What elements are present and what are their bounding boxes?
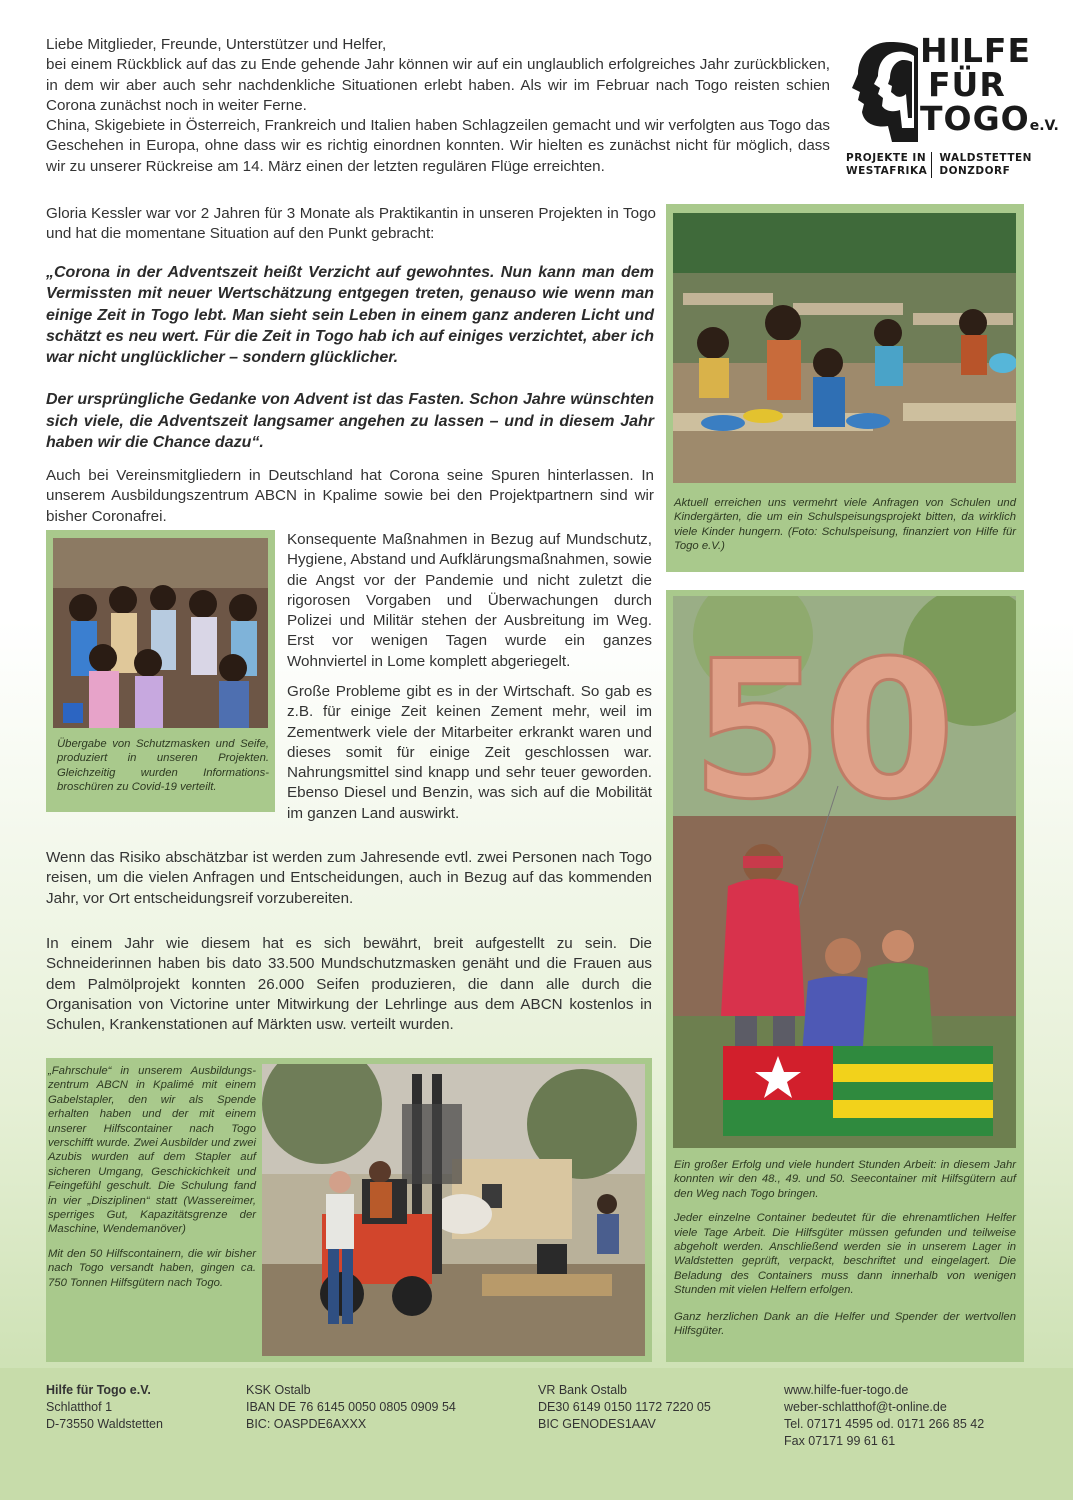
broad-paragraph: In einem Jahr wie diesem hat es sich bewährt, breit aufgestellt zu sein. Die Schneiderinnen haben bis dato 33.500 Mundschutzmasken genäht und die Frauen aus dem Palmölprojekt konnten 26.000 Seifen produzieren, die dann alle durch die Organisation von Victorine unter Mitwirkung der Lehrlinge aus dem ABCN kostenlos in Schulen, Krankenstationen auf Märkten usw. verteilt wurden.: [46, 935, 652, 1034]
footer-bank-vr: [538, 1382, 711, 1433]
masks-caption: Übergabe von Schutzmasken und Seife, produziert in unseren Projekten. Gleichzeitig wurden Informations-broschüren zu Covid-19 verteilt.: [57, 738, 269, 794]
footer-vr-name: VR Bank Ostalb: [538, 1383, 627, 1397]
school-feeding-photo: [673, 213, 1016, 483]
footer-org-name: Hilfe für Togo e.V.: [46, 1383, 151, 1397]
footer-vr-iban: DE30 6149 0150 1172 7220 05: [538, 1400, 711, 1414]
container-caption: [674, 1158, 1016, 1348]
quote-part-1: „Corona in der Adventszeit heißt Verzicht auf gewohntes. Nun kann man dem Vermissten mit neuer Wertschätzung entgegen treten, genauso wie wenn man einige Zeit in Togo lebt. Man sieht sein Leben in einem ganz anderen Licht und schätzt es neu wert. Für die Zeit in Togo hab ich auf einiges verzichtet, aber ich war nicht unglücklicher – sondern glücklicher.: [46, 264, 654, 367]
measures-paragraph: Konsequente Maßnahmen in Bezug auf Mundschutz, Hygiene, Abstand und Aufklärungsmaßnahmen, sowie die Angst vor der Pandemie und nicht zuletzt die rigorosen Vorgaben und Überwachungen durch Polizei und Militär stehen der Ausbreitung im Weg. Erst vor wenigen Tagen wurde ein ganzes Wohnviertel in Lome komplett abgeriegelt.: [287, 531, 652, 670]
container-caption-3: Ganz herzlichen Dank an die Helfer und Spender der wertvollen Hilfsgüter.: [674, 1310, 1016, 1338]
forklift-caption: [48, 1064, 256, 1300]
gloria-intro: Gloria Kessler war vor 2 Jahren für 3 Monate als Praktikantin in unseren Projekten in Togo und hat die momentane Situation auf den Punkt gebracht:: [46, 205, 656, 243]
intro-letter: [46, 35, 830, 177]
gloria-quote: [46, 262, 654, 453]
masks-handover-photo: [53, 538, 268, 728]
footer-contact: [784, 1382, 984, 1450]
economy-paragraph: Große Probleme gibt es in der Wirtschaft. So gab es z.B. für einige Zeit keinen Zement mehr, weil im Zementwerk viele der Mitarbeiter erkrankt waren und dieses somit für einige Zeit geschlossen war. Nahrungsmittel sind knapp und sehr teuer geworden. Ebenso Diesel und Benzin, was sich auf die Mobilität im ganzen Land auswirkt.: [287, 683, 652, 822]
logo-sub-left-2: WESTAFRIKA: [846, 165, 928, 177]
footer-ksk-name: KSK Ostalb: [246, 1383, 311, 1397]
fifty-containers-photo: [673, 596, 1016, 1148]
logo-suffix: e.V.: [1029, 118, 1059, 134]
footer-bank-ksk: [246, 1382, 456, 1433]
footer-ksk-bic: BIC: OASPDE6AXXX: [246, 1417, 367, 1431]
intro-paragraph-1: bei einem Rückblick auf das zu Ende gehende Jahr können wir auf ein unglaublich erfolgreiches Jahr zurückblicken, in dem wir aber auch sehr nachdenkliche Situationen erlebt haben. Als wir im Februar nach Togo reisten schien Corona zunächst noch in weiter Ferne.: [46, 56, 830, 114]
footer-address: [46, 1382, 163, 1433]
footer-ksk-iban: IBAN DE 76 6145 0050 0805 0909 54: [246, 1400, 456, 1414]
togo-flag: [723, 1046, 993, 1136]
forklift-caption-2: Mit den 50 Hilfscontainern, die wir bisher nach Togo versandt haben, gingen ca. 750 Tonnen Hilfsgütern nach Togo.: [48, 1247, 256, 1289]
school-caption: Aktuell erreichen uns vermehrt viele Anfragen von Schulen und Kindergärten, die um ein Schulspeisungsprojekt bitten, da wirklich viele Kinder hungern. (Foto: Schulspeisung, finanziert von Hilfe für Togo e.V.): [674, 497, 1016, 553]
logo-line-2: FÜR: [928, 65, 1006, 104]
logo: [846, 31, 1059, 184]
logo-line-1: HILFE: [920, 31, 1032, 70]
footer: [0, 1368, 1073, 1500]
quote-part-2: Der ursprüngliche Gedanke von Advent ist das Fasten. Schon Jahre wünschten sich viele, die Adventszeit langsamer angehen zu lassen – und in diesem Jahr haben wir die Chance dazu“.: [46, 391, 654, 452]
footer-email-link[interactable]: weber-schlatthof@t-online.de: [784, 1400, 947, 1414]
container-caption-1: Ein großer Erfolg und viele hundert Stunden Arbeit: in diesem Jahr konnten wir den 48., 49. und 50. Seecontainer mit Hilfsgütern auf den Weg nach Togo bringen.: [674, 1159, 1016, 1200]
travel-paragraph: Wenn das Risiko abschätzbar ist werden zum Jahresende evtl. zwei Personen nach Togo reisen, um die vielen Anfragen und Entscheidungen, auch in Bezug auf das kommenden Jahr, vor Ort entscheidungsreif vorzubereiten.: [46, 849, 652, 907]
logo-sub-right-1: WALDSTETTEN: [939, 152, 1032, 164]
logo-line-3: TOGO: [920, 99, 1030, 138]
footer-street: Schlatthof 1: [46, 1400, 113, 1414]
footer-fax: Fax 07171 99 61 61: [784, 1434, 896, 1448]
members-paragraph: Auch bei Vereinsmitgliedern in Deutschland hat Corona seine Spuren hinterlassen. In unserem Ausbildungszentrum ABCN in Kpalime sowie bei den Projektpartnern sind wir bisher Coronafrei.: [46, 467, 654, 525]
footer-website-link[interactable]: www.hilfe-fuer-togo.de: [784, 1383, 909, 1397]
intro-paragraph-2: China, Skigebiete in Österreich, Frankreich und Italien haben Schlagzeilen gemacht und wir verfolgten aus Togo das Geschehen in Europa, ohne dass wir es richtig einordnen konnten. Wir hielten es zunächst nicht für möglich, dass wir zu unserer Rückreise am 14. März einen der letzten regulären Flüge erreichten.: [46, 117, 830, 175]
face-profile-logo-icon: [850, 38, 920, 142]
footer-vr-bic: BIC GENODES1AAV: [538, 1417, 656, 1431]
forklift-caption-1: „Fahrschule“ in unserem Ausbildungs-zentrum ABCN in Kpalimé mit einem Gabelstapler, den wir als Spende erhalten haben und der mit einem unserer Hilfscontainer nach Togo verschifft wurde. Zwei Ausbilder und zwei Azubis wurden auf dem Stapler auf sicheren Umgang, Geschickichkeit und Feingefühl geschult. Die Schulung fand in vier „Disziplinen“ statt (Wassereimer, sperriges Gut, Kapazitätsgrenze der Maschine, Wendemanöver): [48, 1065, 256, 1236]
footer-phone: Tel. 07171 4595 od. 0171 266 85 42: [784, 1417, 985, 1431]
balloon-fifty: 50: [691, 620, 956, 841]
logo-sub-left-1: PROJEKTE IN: [846, 152, 927, 164]
intro-greeting: Liebe Mitglieder, Freunde, Unterstützer und Helfer,: [46, 36, 387, 53]
footer-city: D-73550 Waldstetten: [46, 1417, 163, 1431]
container-caption-2: Jeder einzelne Container bedeutet für die ehrenamtlichen Helfer viele Tage Arbeit. Die Hilfsgüter müssen gefunden und teilweise abgeholt werden. Anschließend werden sie in unserem Lager in Waldstetten geprüft, verpackt, beschriftet und eingelagert. Die Beladung des Containers muss dann innerhalb von wenigen Stunden mit vielen Helfern erfolgen.: [674, 1212, 1016, 1297]
logo-sub-right-2: DONZDORF: [939, 165, 1011, 177]
forklift-photo: [262, 1064, 645, 1356]
